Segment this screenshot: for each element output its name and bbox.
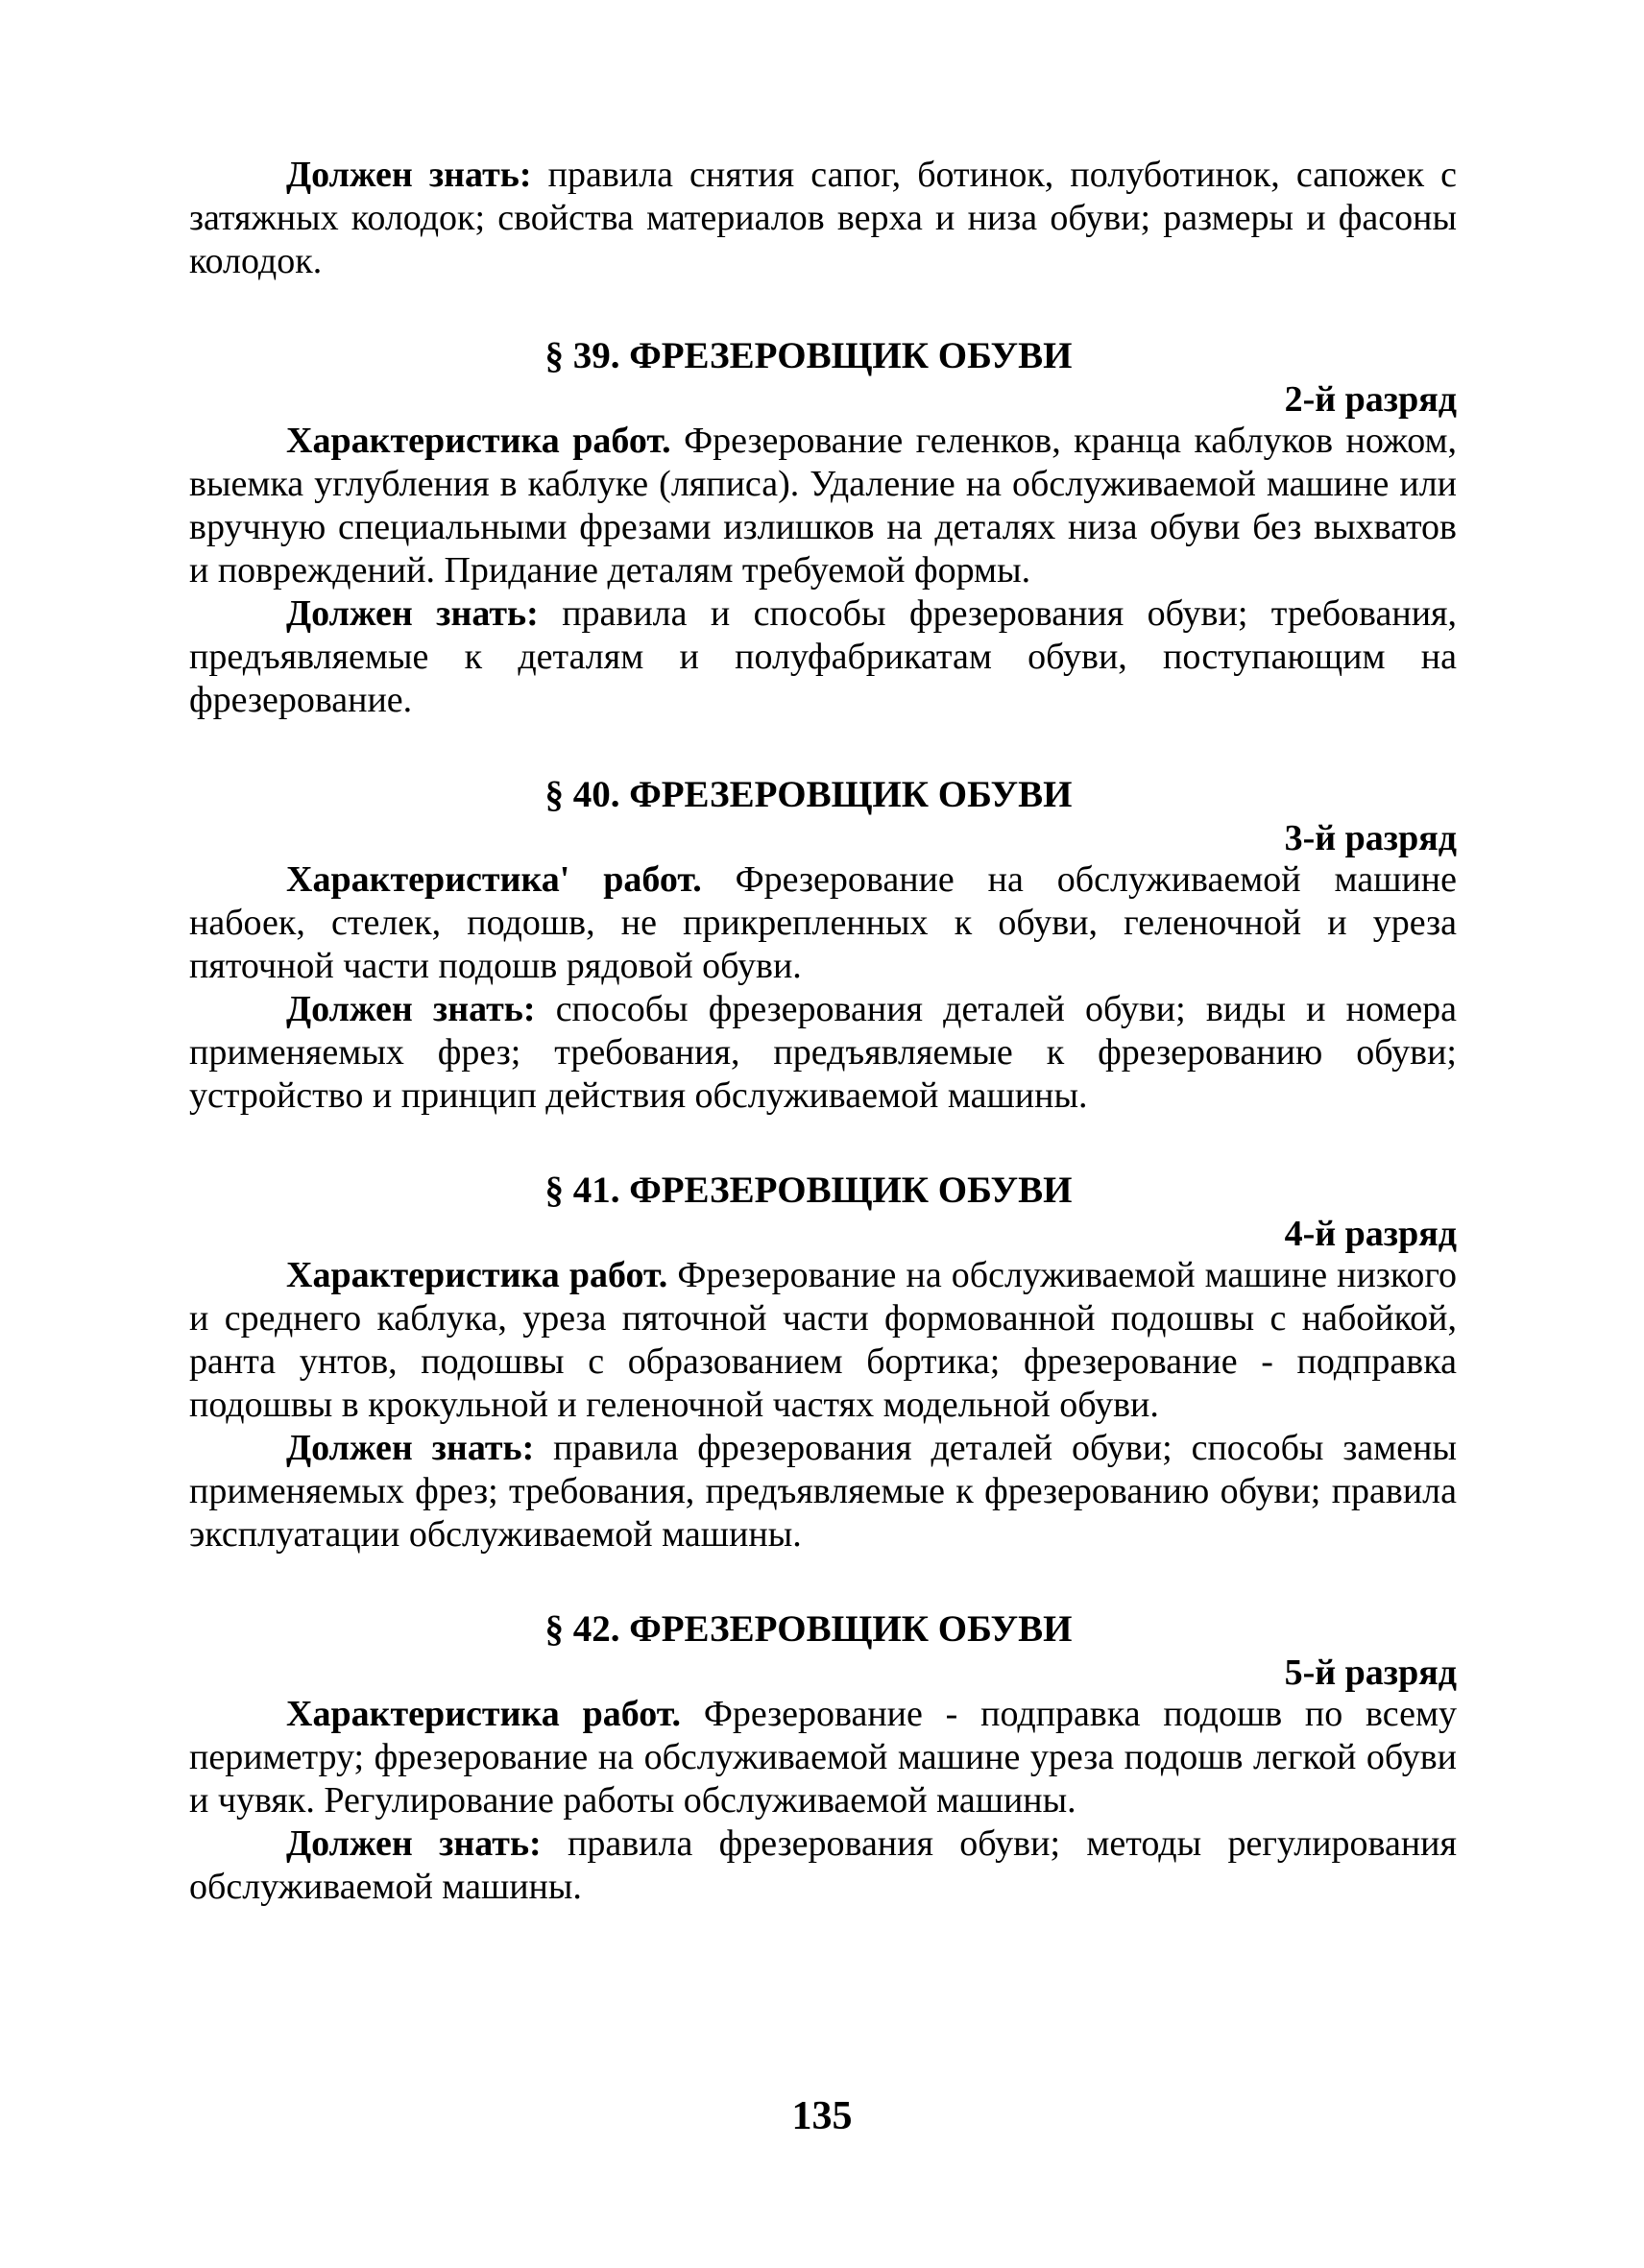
characteristic-text: Фрезерование на обслуживаемой машине набоек, стелек, подошв, не прикрепленных к обуви, геленочной и уреза пяточной части подошв рядовой обуви. xyxy=(189,859,1457,986)
grade-label: 3-й разряд xyxy=(1284,818,1457,858)
knowledge-text: способы фрезерования деталей обуви; виды и номера применяемых фрез; требования, предъявляемые к фрезерованию обуви; устройство и принцип действия обслуживаемой машины. xyxy=(189,989,1457,1116)
characteristic-text: Фрезерование геленков, кранца каблуков ножом, выемка углубления в каблуке (ляписа). Удаление на обслуживаемой машине или вручную специальными фрезами излишков на деталях низа обуви без выхватов и повреждений. Придание деталям требуемой формы. xyxy=(189,421,1458,591)
knowledge-label: Должен знать: xyxy=(286,989,536,1029)
knowledge-text: правила снятия сапог, ботинок, полуботинок, сапожек с затяжных колодок; свойства материалов верха и низа обуви; размеры и фасоны колодок. xyxy=(189,155,1458,281)
grade-label: 4-й разряд xyxy=(1284,1214,1457,1254)
section-title: § 39. ФРЕЗЕРОВЩИК ОБУВИ xyxy=(544,335,1073,376)
knowledge-label: Должен знать: xyxy=(286,155,532,195)
knowledge-paragraph xyxy=(189,1427,1457,1556)
knowledge-paragraph xyxy=(189,1822,1457,1909)
characteristic-label: Характеристика работ. xyxy=(286,421,671,461)
characteristic-text: Фрезерование на обслуживаемой машине низкого и среднего каблука, уреза пяточной части формованной подошвы с набойкой, ранта унтов, подошвы с образованием бортика; фрезерование - подправка подошвы в крокульной и геленочной частях модельной обуви. xyxy=(189,1255,1457,1425)
characteristic-paragraph xyxy=(189,858,1457,988)
characteristic-paragraph xyxy=(189,1693,1457,1822)
knowledge-label: Должен знать: xyxy=(286,593,539,634)
section-39 xyxy=(189,335,1457,722)
section-41 xyxy=(189,1170,1457,1556)
characteristic-text: Фрезерование - подправка подошв по всему периметру; фрезерование на обслуживаемой машине уреза подошв легкой обуви и чувяк. Регулирование работы обслуживаемой машины. xyxy=(189,1694,1458,1821)
knowledge-paragraph xyxy=(189,988,1457,1118)
knowledge-text: правила фрезерования обуви; методы регулирования обслуживаемой машины. xyxy=(189,1823,1457,1907)
section-title: § 40. ФРЕЗЕРОВЩИК ОБУВИ xyxy=(544,774,1073,815)
characteristic-label: Характеристика работ. xyxy=(286,1255,668,1295)
characteristic-paragraph xyxy=(189,420,1457,592)
knowledge-label: Должен знать: xyxy=(286,1823,542,1864)
section-title: § 41. ФРЕЗЕРОВЩИК ОБУВИ xyxy=(544,1170,1073,1211)
section-40 xyxy=(189,774,1457,1118)
knowledge-text: правила фрезерования деталей обуви; способы замены применяемых фрез; требования, предъявляемые к фрезерованию обуви; правила эксплуатации обслуживаемой машины. xyxy=(189,1428,1457,1555)
page-body xyxy=(189,154,1457,1909)
knowledge-label: Должен знать: xyxy=(286,1428,535,1468)
grade-label: 2-й разряд xyxy=(1284,379,1457,420)
intro-knowledge-paragraph xyxy=(189,154,1457,283)
characteristic-label: Характеристика работ. xyxy=(286,1694,682,1734)
characteristic-label: Характеристика' работ. xyxy=(286,859,702,900)
knowledge-text: правила и способы фрезерования обуви; требования, предъявляемые к деталям и полуфабрикатам обуви, поступающим на фрезерование. xyxy=(189,593,1458,720)
section-42 xyxy=(189,1608,1457,1909)
knowledge-paragraph xyxy=(189,592,1457,722)
characteristic-paragraph xyxy=(189,1254,1457,1427)
page-number: 135 xyxy=(791,2094,853,2138)
section-title: § 42. ФРЕЗЕРОВЩИК ОБУВИ xyxy=(544,1608,1073,1650)
grade-label: 5-й разряд xyxy=(1284,1653,1457,1693)
